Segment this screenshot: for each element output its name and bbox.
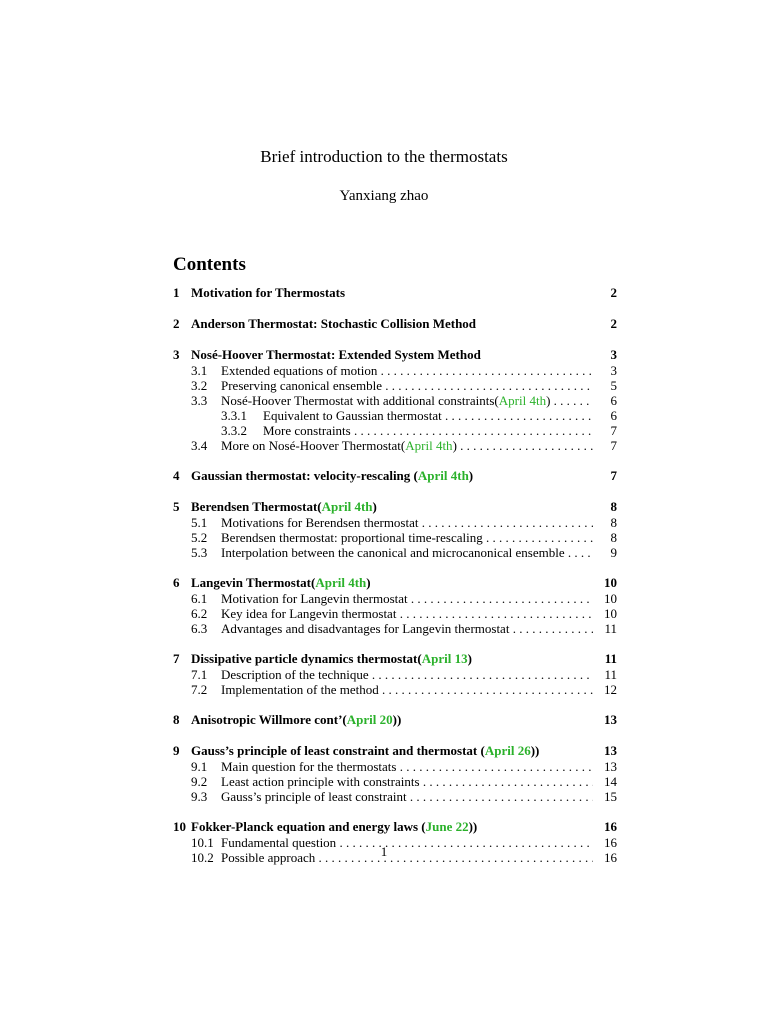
page-number: 1: [380, 844, 388, 859]
toc-subsection[interactable]: [173, 545, 617, 560]
toc-page: 13: [604, 712, 617, 727]
toc-label: [221, 515, 593, 530]
toc-date-link[interactable]: June 22: [425, 819, 469, 834]
toc-label: [221, 789, 593, 804]
toc-section-group: [173, 346, 617, 453]
toc-number: 3.1: [191, 363, 208, 378]
toc-label-text: Gauss’s principle of least constraint: [221, 789, 407, 804]
table-of-contents: [173, 284, 617, 865]
toc-section-group: [173, 742, 617, 804]
toc-label-text: Key idea for Langevin thermostat: [221, 606, 397, 621]
toc-page: 15: [604, 789, 617, 804]
toc-label-text: Least action principle with constraints: [221, 774, 420, 789]
toc-number: 9: [173, 743, 180, 758]
toc-subsection[interactable]: [173, 423, 617, 438]
toc-section[interactable]: [173, 498, 617, 515]
toc-page: 8: [610, 515, 617, 530]
toc-label-text: More constraints: [263, 423, 351, 438]
toc-label-suffix: ): [452, 438, 457, 453]
toc-label-text: Preserving canonical ensemble: [221, 378, 382, 393]
toc-subsection[interactable]: [173, 774, 617, 789]
toc-page: 6: [610, 393, 617, 408]
toc-label-text: Implementation of the method: [221, 682, 379, 697]
toc-label: [221, 606, 593, 621]
toc-section-group: [173, 711, 617, 728]
toc-page: 3: [610, 363, 617, 378]
toc-page: 10: [604, 575, 617, 590]
toc-page: 11: [604, 651, 617, 666]
toc-number: 5.1: [191, 515, 208, 530]
toc-page: 9: [610, 545, 617, 560]
toc-subsection[interactable]: [173, 363, 617, 378]
toc-page: 7: [610, 438, 617, 453]
toc-page: 8: [610, 530, 617, 545]
toc-number: 10.1: [191, 835, 214, 850]
toc-label-text: Interpolation between the canonical and microcanonical ensemble: [221, 545, 565, 560]
toc-number: 2: [173, 316, 180, 331]
toc-page: 7: [610, 468, 617, 483]
toc-date-link[interactable]: April 4th: [321, 499, 373, 514]
toc-label: [191, 711, 593, 728]
toc-page: 2: [610, 316, 617, 331]
toc-label: [221, 378, 593, 393]
toc-label: [221, 621, 593, 636]
toc-page: 11: [604, 667, 617, 682]
toc-label-text: More on Nosé-Hoover Thermostat(: [221, 438, 406, 453]
toc-label: [191, 315, 593, 332]
toc-label: [221, 530, 593, 545]
toc-number: 3.2: [191, 378, 208, 393]
toc-number: 3.3: [191, 393, 208, 408]
toc-label-text: Fundamental question: [221, 835, 337, 850]
toc-label-text: Possible approach: [221, 850, 316, 865]
toc-label-text: Motivation for Langevin thermostat: [221, 591, 408, 606]
toc-page: 6: [610, 408, 617, 423]
toc-page: 5: [610, 378, 617, 393]
toc-number: 3.3.1: [221, 408, 247, 423]
toc-label-text: Extended equations of motion: [221, 363, 378, 378]
toc-label-text: Gaussian thermostat: velocity-rescaling (: [191, 468, 418, 483]
toc-page: 13: [604, 759, 617, 774]
toc-number: 7.2: [191, 682, 208, 697]
toc-number: 6: [173, 575, 180, 590]
toc-page: 16: [604, 850, 617, 865]
toc-label-text: Anisotropic Willmore cont’(: [191, 712, 347, 727]
toc-label: [263, 423, 593, 438]
toc-date-link[interactable]: April 4th: [498, 393, 547, 408]
toc-label-text: Gauss’s principle of least constraint and thermostat (: [191, 743, 485, 758]
toc-page: 7: [610, 423, 617, 438]
toc-label-text: Fokker-Planck equation and energy laws (: [191, 819, 426, 834]
toc-label-text: Berendsen thermostat: proportional time-rescaling: [221, 530, 483, 545]
toc-number: 9.3: [191, 789, 208, 804]
toc-date-link[interactable]: April 13: [421, 651, 468, 666]
toc-label: [221, 363, 593, 378]
toc-label: [191, 742, 593, 759]
toc-subsection[interactable]: [173, 530, 617, 545]
toc-subsection[interactable]: [173, 667, 617, 682]
toc-section-group: [173, 498, 617, 560]
toc-label-suffix: ): [467, 651, 472, 666]
toc-page: 12: [604, 682, 617, 697]
toc-section[interactable]: [173, 818, 617, 835]
toc-label: [191, 346, 593, 363]
toc-number: 6.1: [191, 591, 208, 606]
toc-section-group: [173, 315, 617, 332]
toc-label: [191, 498, 593, 515]
toc-label: [191, 818, 593, 835]
toc-section-group: [173, 650, 617, 697]
toc-label-text: Motivation for Thermostats: [191, 285, 346, 300]
toc-date-link[interactable]: April 26: [484, 743, 531, 758]
toc-subsection[interactable]: [173, 591, 617, 606]
toc-label: [221, 591, 593, 606]
toc-number: 5.3: [191, 545, 208, 560]
toc-section-group: [173, 467, 617, 484]
toc-subsection[interactable]: [173, 515, 617, 530]
toc-page: 8: [610, 499, 617, 514]
toc-label: [191, 467, 593, 484]
toc-label-text: Equivalent to Gaussian thermostat: [263, 408, 442, 423]
toc-label-suffix: )): [392, 712, 402, 727]
toc-date-link[interactable]: April 4th: [405, 438, 453, 453]
toc-label-text: Description of the technique: [221, 667, 369, 682]
toc-page: 2: [610, 285, 617, 300]
toc-label-text: Motivations for Berendsen thermostat: [221, 515, 419, 530]
toc-label: [221, 545, 593, 560]
toc-subsection[interactable]: [173, 393, 617, 408]
toc-subsection[interactable]: [173, 682, 617, 697]
toc-number: 3: [173, 347, 180, 362]
toc-section[interactable]: [173, 711, 617, 728]
toc-number: 7: [173, 651, 180, 666]
toc-number: 7.1: [191, 667, 208, 682]
toc-number: 10: [173, 819, 186, 834]
toc-label-text: Anderson Thermostat: Stochastic Collision Method: [191, 316, 477, 331]
toc-date-link[interactable]: April 4th: [315, 575, 367, 590]
toc-label: [191, 650, 593, 667]
toc-label: [191, 574, 593, 591]
toc-label-suffix: ): [366, 575, 371, 590]
contents-heading: Contents: [173, 254, 246, 275]
toc-page: 14: [604, 774, 617, 789]
toc-section-group: [173, 284, 617, 301]
toc-label: [221, 774, 593, 789]
toc-number: 3.4: [191, 438, 208, 453]
toc-section[interactable]: [173, 650, 617, 667]
toc-subsection[interactable]: [173, 606, 617, 621]
toc-label: [221, 667, 593, 682]
toc-number: 4: [173, 468, 180, 483]
toc-label: [221, 393, 593, 408]
toc-label-text: Nosé-Hoover Thermostat: Extended System Method: [191, 347, 481, 362]
toc-label: [221, 682, 593, 697]
toc-number: 5: [173, 499, 180, 514]
toc-label: [221, 759, 593, 774]
toc-section[interactable]: [173, 467, 617, 484]
toc-label-suffix: ): [372, 499, 377, 514]
toc-label-suffix: ): [468, 468, 474, 483]
toc-number: 3.3.2: [221, 423, 247, 438]
toc-number: 6.3: [191, 621, 208, 636]
document-title: Brief introduction to the thermostats: [260, 147, 508, 166]
toc-number: 6.2: [191, 606, 208, 621]
toc-section[interactable]: [173, 742, 617, 759]
toc-section[interactable]: [173, 315, 617, 332]
toc-label-text: Dissipative particle dynamics thermostat(: [191, 651, 422, 666]
toc-number: 9.1: [191, 759, 208, 774]
toc-page: 13: [604, 743, 617, 758]
toc-date-link[interactable]: April 20: [346, 712, 393, 727]
toc-page: 10: [604, 591, 617, 606]
toc-page: 16: [604, 835, 617, 850]
toc-label-text: Main question for the thermostats: [221, 759, 397, 774]
toc-page: 10: [604, 606, 617, 621]
toc-label-text: Langevin Thermostat(: [191, 575, 316, 590]
toc-page: 16: [604, 819, 617, 834]
document-author: Yanxiang zhao: [339, 188, 429, 204]
toc-date-link[interactable]: April 4th: [417, 468, 469, 483]
toc-subsection[interactable]: [173, 789, 617, 804]
toc-number: 10.2: [191, 850, 214, 865]
toc-subsection[interactable]: [173, 438, 617, 453]
toc-label-suffix: )): [530, 743, 540, 758]
toc-label-text: Advantages and disadvantages for Langevin thermostat: [221, 621, 510, 636]
toc-label-suffix: ): [546, 393, 551, 408]
toc-subsection[interactable]: [173, 759, 617, 774]
toc-number: 5.2: [191, 530, 208, 545]
toc-section[interactable]: [173, 346, 617, 363]
toc-number: 9.2: [191, 774, 208, 789]
toc-number: 1: [173, 285, 180, 300]
toc-subsection[interactable]: [173, 621, 617, 636]
toc-label: [221, 438, 593, 453]
toc-label-text: Berendsen Thermostat(: [191, 499, 322, 514]
toc-number: 8: [173, 712, 180, 727]
toc-label: [191, 284, 593, 301]
toc-page: 11: [604, 621, 617, 636]
toc-subsection[interactable]: [173, 378, 617, 393]
toc-label-text: Nosé-Hoover Thermostat with additional constraints(: [221, 393, 499, 408]
toc-section[interactable]: [173, 284, 617, 301]
toc-label: [263, 408, 593, 423]
toc-section-group: [173, 574, 617, 636]
toc-page: 3: [610, 347, 617, 362]
toc-subsection[interactable]: [173, 408, 617, 423]
toc-section[interactable]: [173, 574, 617, 591]
toc-label-suffix: )): [468, 819, 478, 834]
